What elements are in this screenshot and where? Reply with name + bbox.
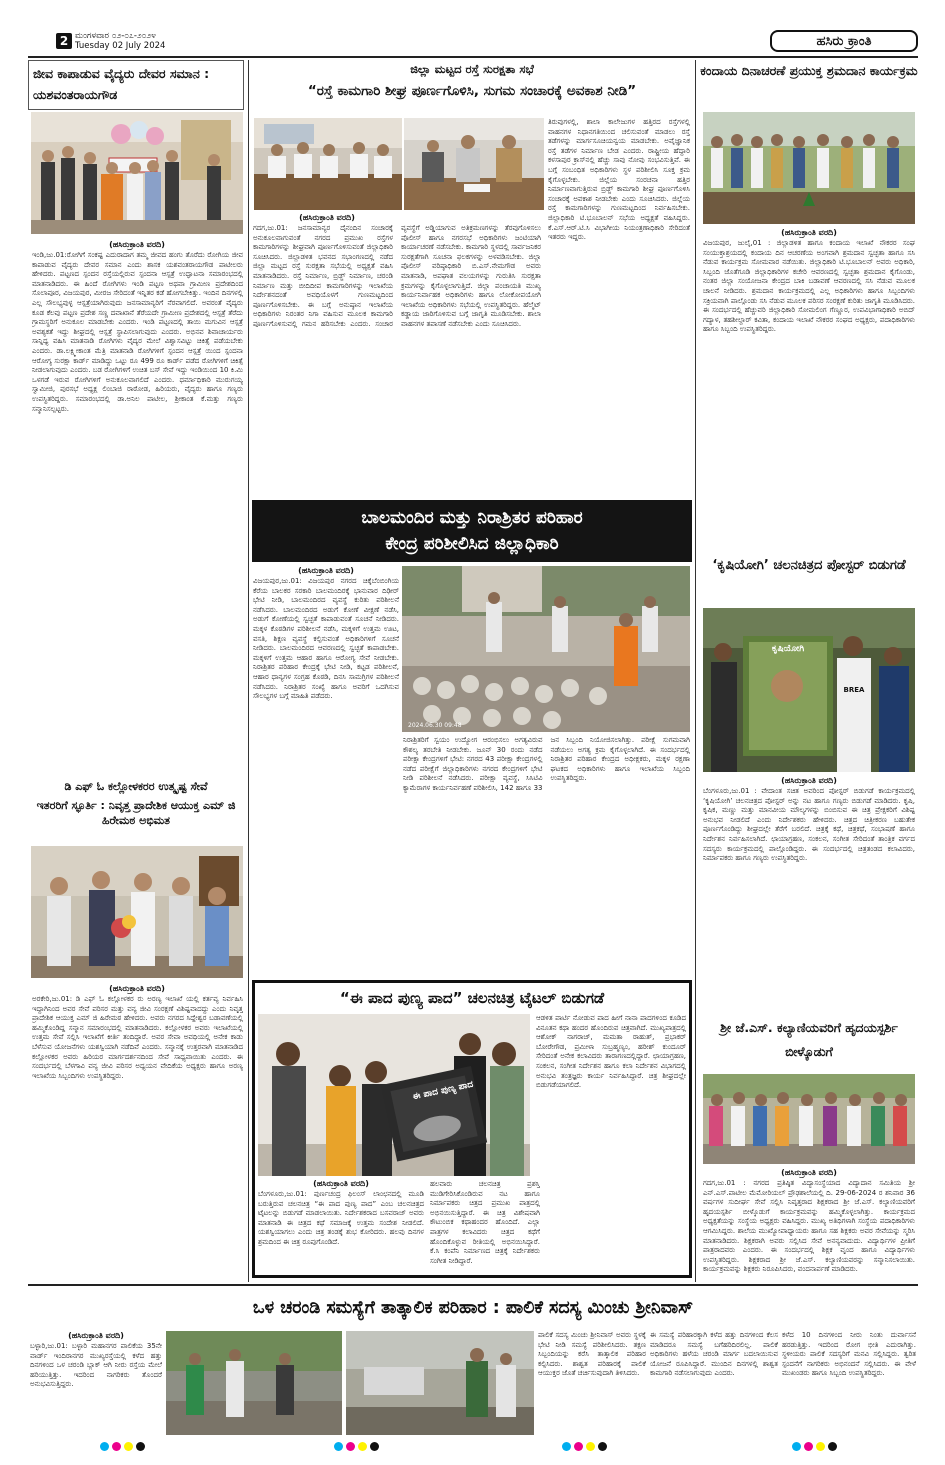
article-doctor-headline-box (28, 60, 244, 110)
photo-road-meeting-2 (404, 118, 544, 210)
article-eepaada-body-c: ಆಡಳಿತ ಪಾರ್ಟಿ ನೋಡುವ ಪಾದ ಹೀಗೆ ನಾನಾ ಪಾದಗಳಿಂದ ಕೂಡಿದ ವಿನೂತನ ಕಥಾ ಹಂದರ ಹೊಂದಿರುವ ಚಿತ್ರವಾಗಿದೆ. ಮುಖ್ಯಪಾತ್ರದಲ್ಲಿ ಆಶೋಕ್ ನಾಗರಾಜ್, ಮಮತಾ ರಾಹುತ್, ಪ್ರಭಾಕರ್ ಬೋರೇಗೌಡ, ಪ್ರಮೀಳಾ ಸುಬ್ರಹ್ಮಣ್ಯಂ, ಹರೀಶ್ ಕುಂದೂರ್ ಸೇರಿದಂತೆ ಅನೇಕ ಕಲಾವಿದರು ತಾರಾಗಣದಲ್ಲಿದ್ದಾರೆ. ಛಾಯಾಗ್ರಹಣ, ಸಂಕಲನ, ಸಂಗೀತ ನಿರ್ದೇಶನ ಹಾಗೂ ಕಲಾ ನಿರ್ದೇಶನ ವಿಭಾಗದಲ್ಲಿ ಅನುಭವಿ ತಂತ್ರಜ್ಞರು ಕಾರ್ಯ ನಿರ್ವಹಿಸಿದ್ದಾರೆ. ಚಿತ್ರ ಶೀಘ್ರದಲ್ಲೇ ಬಿಡುಗಡೆಯಾಗಲಿದೆ. (536, 1014, 686, 1090)
bottom-rule (28, 1284, 918, 1286)
article-eepaada-dateline: (ಹಸಿರುಕ್ರಾಂತಿ ವರದಿ) (313, 1179, 369, 1188)
article-kalyani-dateline: (ಹಸಿರುಕ್ರಾಂತಿ ವರದಿ) (781, 1168, 837, 1177)
date-kannada: ಮಂಗಳವಾರ ೦೨-೦೭-೨೦೨೪ (75, 31, 156, 41)
article-kalyani-headline: ಶ್ರೀ ಜೆ.ಎಸ್. ಕಲ್ಯಾಣಿಯವರಿಗೆ ಹೃದಯಸ್ಪರ್ಶಿ ಬೀಳ್ಕೊಡುಗೆ (720, 1020, 898, 1059)
article-krishiyogi-headline: ‘ಕೃಷಿಯೋಗಿ’ ಚಲನಚಿತ್ರದ ಪೋಸ್ಟರ್ ಬಿಡುಗಡೆ (712, 558, 906, 573)
registration-dot (100, 1442, 109, 1451)
registration-dot (792, 1442, 801, 1451)
registration-dot (112, 1442, 121, 1451)
photo-timestamp: 2024.06.30 09:48 (408, 722, 462, 729)
registration-dot (574, 1442, 583, 1451)
registration-dot (370, 1442, 379, 1451)
article-balamandira-headline-2: ಕೇಂದ್ರ ಪರಿಶೀಲಿಸಿದ ಜಿಲ್ಲಾಧಿಕಾರಿ (385, 534, 559, 554)
article-road-kicker: ಜಿಲ್ಲಾ ಮಟ್ಟದ ರಸ್ತೆ ಸುರಕ್ಷತಾ ಸಭೆ (410, 62, 534, 76)
article-shramadana-headline: ಕಂದಾಯ ದಿನಾಚರಣೆ ಪ್ರಯುಕ್ತ ಶ್ರಮದಾನ ಕಾರ್ಯಕ್ರಮ (700, 63, 918, 78)
article-kalyani-body: ಗದಗ,ಜು.01 : ನಗರದ ಪ್ರತಿಷ್ಠಿತ ವಿದ್ಯಾಸಂಸ್ಥೆಯಾದ ವಿದ್ಯಾದಾನ ಸಮಿತಿಯ ಶ್ರೀ ಎನ್.ಎಸ್.ಪಾಟೀಲ ಮೆಮೋರಿಯಲ್ ಪ್ರೌಢಶಾಲೆಯಲ್ಲಿ ದಿ. 29-06-2024 ರ ಶನಿವಾರ 36 ವರ್ಷಗಳ ಸುದೀರ್ಘ ಸೇವೆ ಸಲ್ಲಿಸಿ ನಿವೃತ್ತರಾದ ಶಿಕ್ಷಕರಾದ ಶ್ರೀ ಜೆ.ಎಸ್. ಕಲ್ಯಾಣಿಯವರಿಗೆ ಹೃದಯಸ್ಪರ್ಶಿ ಬೀಳ್ಕೊಡುಗೆ ಕಾರ್ಯಕ್ರಮವನ್ನು ಹಮ್ಮಿಕೊಳ್ಳಲಾಗಿತ್ತು. ಕಾರ್ಯಕ್ರಮದ ಅಧ್ಯಕ್ಷತೆಯನ್ನು ಸಂಸ್ಥೆಯ ಅಧ್ಯಕ್ಷರು ವಹಿಸಿದ್ದರು. ಮುಖ್ಯ ಅತಿಥಿಗಳಾಗಿ ಸಂಸ್ಥೆಯ ಪದಾಧಿಕಾರಿಗಳು ಆಗಮಿಸಿದ್ದರು. ಶಾಲೆಯ ಮುಖ್ಯೋಪಾಧ್ಯಾಯರು ಹಾಗೂ ಸಹ ಶಿಕ್ಷಕರು ಅವರ ಸೇವೆಯನ್ನು ಸ್ಮರಿಸಿ ಮಾತನಾಡಿದರು. ಶಿಕ್ಷಕರಾಗಿ ಅವರು ಸಲ್ಲಿಸಿದ ಸೇವೆ ಅನನ್ಯವಾದುದು. ವಿದ್ಯಾರ್ಥಿಗಳ ಪ್ರೀತಿಗೆ ಪಾತ್ರರಾದವರು ಎಂದರು. ಈ ಸಂದರ್ಭದಲ್ಲಿ ಶಿಕ್ಷಕ ವೃಂದ ಹಾಗೂ ವಿದ್ಯಾರ್ಥಿಗಳು ಉಪಸ್ಥಿತರಿದ್ದರು. ಶಿಕ್ಷಕರಾದ ಶ್ರೀ ಜೆ.ಎಸ್. ಕಲ್ಯಾಣಿಯವರನ್ನು ಸನ್ಮಾನಿಸಲಾಯಿತು. ಕಾರ್ಯಕ್ರಮವನ್ನು ಶಿಕ್ಷಕರು ನಿರೂಪಿಸಿದರು, ವಂದನಾರ್ಪಣೆ ಮಾಡಿದರು. (703, 1179, 915, 1274)
article-kalyani-headline-box (700, 1016, 918, 1070)
article-doctor-headline: ಜೀವ ಕಾಪಾಡುವ ವೈದ್ಯರು ದೇವರ ಸಮಾನ : ಯಶವಂತರಾಯಗೌಡ (33, 66, 210, 102)
date-english: Tuesday 02 July 2024 (75, 41, 166, 51)
article-road-headline: “ರಸ್ತೆ ಕಾಮಗಾರಿ ಶೀಘ್ರ ಪೂರ್ಣಗೊಳಿಸಿ, ಸುಗಮ ಸಂಚಾರಕ್ಕೆ ಅವಕಾಶ ನೀಡಿ” (307, 83, 637, 99)
article-balamandira-headline-bar (252, 500, 692, 562)
article-road-body-right: ತಿರುವುಗಳಲ್ಲಿ, ಶಾಲಾ ಕಾಲೇಜುಗಳ ಹತ್ತಿರದ ರಸ್ತೆಗಳಲ್ಲಿ ವಾಹನಗಳ ನಿಧಾನಗತಿಯಿಂದ ಚಲಿಸುವಂತೆ ಮಾಡಲು ರಸ್ತೆ ತಡೆಗಳನ್ನು ಮಾರ್ಗಸೂಚಿಯನ್ವಯ ಮಾಡಬೇಕು. ಅವೈಜ್ಞಾನಿಕ ರಸ್ತೆ ತಡೆಗಳ ನಿರ್ಮಾಣ ಬೇಡ ಎಂದರು. ರಾಷ್ಟ್ರೀಯ ಹೆದ್ದಾರಿ ಕಳಸಾಪುರ ಕ್ರಾಸ್‌ನಲ್ಲಿ ಹೆಚ್ಚು ಸಾವು ನೋವು ಸಂಭವಿಸುತ್ತಿವೆ. ಈ ಬಗ್ಗೆ ಸಂಬಂಧಿತ ಅಧಿಕಾರಿಗಳು ಸ್ಥಳ ಪರಿಶೀಲಿಸಿ ಸೂಕ್ತ ಕ್ರಮ ಕೈಗೊಳ್ಳಬೇಕು. ಜಿಲ್ಲೆಯ ಸಂರಚನಾ ಹತ್ತಿರ ನಿರ್ಮಾಣವಾಗುತ್ತಿರುವ ಬ್ರಿಡ್ಜ್ ಕಾಮಗಾರಿ ಶೀಘ್ರ ಪೂರ್ಣಗೊಳಿಸಿ ಸಂಚಾರಕ್ಕೆ ಅವಕಾಶ ನೀಡಬೇಕು ಎಂದು ಸೂಚಿಸಿದರು. ಜಿಲ್ಲೆಯ ರಸ್ತೆ ಕಾಮಗಾರಿಗಳನ್ನು ಗುಣಮಟ್ಟದಿಂದ ನಿರ್ವಹಿಸಬೇಕು. ಜಿಲ್ಲಾಧಿಕಾರಿ ಟಿ.ಭೂಬಾಲನ್ ಸಭೆಯ ಅಧ್ಯಕ್ಷತೆ ವಹಿಸಿದ್ದರು. ಕೆ.ಎಸ್.ಆರ್.ಟಿ.ಸಿ ವಿಭಾಗೀಯ ನಿಯಂತ್ರಣಾಧಿಕಾರಿ ಸೇರಿದಂತೆ ಇತರರು ಇದ್ದರು. (548, 118, 690, 242)
registration-dot (346, 1442, 355, 1451)
photo-hospital-inauguration (31, 112, 243, 234)
registration-dot (136, 1442, 145, 1451)
article-eepaada-body-a: ಬೆಂಗಳೂರು,ಜು.01: ಪುರ್ಣಚಂದ್ರ ಫಿಲಂಸ್ ಲಾಂಛನದಲ್ಲಿ ಮೂಡಿ ಬರುತ್ತಿರುವ ಚಲನಚಿತ್ರ “ಈ ಪಾದ ಪುಣ್ಯ ಪಾದ” ಎಂಬ ಚಲನಚಿತ್ರದ ಟೈಟಲನ್ನು ಬಿಡುಗಡೆ ಮಾಡಲಾಯಿತು. ನಿರ್ದೇಶಕರಾದ ಬಸವರಾಜ್ ಅವರು ಮಾತನಾಡಿ ಈ ಚಿತ್ರದ ಕಥೆ ಸಮಾಜಕ್ಕೆ ಉತ್ತಮ ಸಂದೇಶ ನೀಡಲಿದೆ. ಯಶಸ್ವಿಯಾಗಲು ಎಂದು ಚಿತ್ರ ತಂಡಕ್ಕೆ ಶುಭ ಕೋರಿದರು. ಹಲವು ದಿನಗಳ ಶ್ರಮದಿಂದ ಈ ಚಿತ್ರ ರೂಪುಗೊಂಡಿದೆ. (258, 1190, 424, 1246)
registration-dot (816, 1442, 825, 1451)
article-krishiyogi-dateline: (ಹಸಿರುಕ್ರಾಂತಿ ವರದಿ) (781, 776, 837, 785)
photo-drainage-1 (166, 1331, 342, 1435)
article-kolekar-dateline: (ಹಸಿರುಕ್ರಾಂತಿ ವರದಿ) (109, 984, 165, 993)
article-balamandira-body-b: ನಿರಾಶ್ರಿತರಿಗೆ ಸ್ವಯಂ ಉದ್ಯೋಗ ಆರಂಭಿಸಲು ಅಗತ್ಯವಿರುವ ಕೌಶಲ್ಯ ತರಬೇತಿ ನೀಡಬೇಕು. ಜೂನ್ 30 ರಂದು ನಡೆದ ಪರೀಕ್ಷಾ ಕೇಂದ್ರಗಳಿಗೆ ಭೇಟಿ: ನಗರದ 43 ಪರೀಕ್ಷಾ ಕೇಂದ್ರಗಳಲ್ಲಿ ನಡೆದ ಪರೀಕ್ಷೆಗೆ ಜಿಲ್ಲಾಧಿಕಾರಿಗಳು ನಗರದ ಕೇಂದ್ರಗಳಿಗೆ ಭೇಟಿ ನೀಡಿ ಪರಿಶೀಲನೆ ನಡೆಸಿದರು. ಪರೀಕ್ಷಾ ವ್ಯವಸ್ಥೆ, ಸಿಸಿಟಿವಿ ಕ್ಯಾಮೆರಾಗಳ ಕಾರ್ಯನಿರ್ವಹಣೆ ಪರಿಶೀಲಿಸಿ, 142 ಹಾಗೂ 33 ಜನ ಸಿಬ್ಬಂದಿ ನಿಯೋಜಿಸಲಾಗಿತ್ತು. ಪರೀಕ್ಷೆ ಸುಗಮವಾಗಿ ನಡೆಯಲು ಅಗತ್ಯ ಕ್ರಮ ಕೈಗೊಳ್ಳಲಾಗಿದೆ. ಈ ಸಂದರ್ಭದಲ್ಲಿ ನಿರಾಶ್ರಿತರ ಪರಿಹಾರ ಕೇಂದ್ರದ ಅಧೀಕ್ಷಕರು, ಮಕ್ಕಳ ರಕ್ಷಣಾ ಘಟಕದ ಅಧಿಕಾರಿಗಳು ಹಾಗೂ ಇಲಾಖೆಯ ಸಿಬ್ಬಂದಿ ಉಪಸ್ಥಿತರಿದ್ದರು. (403, 736, 690, 792)
article-shramadana-dateline: (ಹಸಿರುಕ್ರಾಂತಿ ವರದಿ) (781, 228, 837, 237)
article-balamandira-body-a: ವಿಜಯಪುರ,ಜು.01: ವಿಜಯಪುರ ನಗರದ ಚಿಕ್ಕೆಬೆಂಬಿಂಗಿಯ ಕೆರೆಯ ಬಾಲಕರ ಸರಕಾರಿ ಬಾಲಮಂದಿರಕ್ಕೆ ಭಾನುವಾರ ದಿಢೀರ್ ಭೇಟಿ ನೀಡಿ, ಬಾಲಮಂದಿರದ ವ್ಯವಸ್ಥೆ ಕುರಿತು ಪರಿಶೀಲನೆ ನಡೆಸಿದರು. ಬಾಲಮಂದಿರದ ಅಡುಗೆ ಕೋಣೆ ವೀಕ್ಷಣೆ ನಡೆಸಿ, ಅಡುಗೆ ಕೋಣೆಯಲ್ಲಿ ಸ್ವಚ್ಛತೆ ಕಾಪಾಡುವಂತೆ ಸೂಚನೆ ನೀಡಿದರು. ಮಕ್ಕಳ ಕೊಠಡಿಗಳ ಪರಿಶೀಲನೆ ನಡೆಸಿ, ಮಕ್ಕಳಿಗೆ ಉತ್ತಮ ಊಟ, ವಸತಿ, ಶಿಕ್ಷಣ ವ್ಯವಸ್ಥೆ ಕಲ್ಪಿಸುವಂತೆ ಅಧಿಕಾರಿಗಳಿಗೆ ಸೂಚನೆ ನೀಡಿದರು. ಬಾಲಮಂದಿರದ ಆವರಣದಲ್ಲಿ ಸ್ವಚ್ಛತೆ ಕಾಪಾಡಬೇಕು. ಮಕ್ಕಳಿಗೆ ಉತ್ತಮ ಆಹಾರ ಹಾಗೂ ಆರೋಗ್ಯ ಸೇವೆ ನೀಡಬೇಕು. ನಿರಾಶ್ರಿತರ ಪರಿಹಾರ ಕೇಂದ್ರಕ್ಕೆ ಭೇಟಿ ನೀಡಿ, ಕಟ್ಟಡ ಪರಿಶೀಲನೆ, ಆಹಾರ ಧಾನ್ಯಗಳ ಸಂಗ್ರಹ ಕೊಠಡಿ, ದಿನಸಿ ಸಾಮಗ್ರಿಗಳ ಪರಿಶೀಲನೆ ನಡೆಸಿದರು. ನಿರಾಶ್ರಿತರ ಸಂಖ್ಯೆ ಹಾಗೂ ಅವರಿಗೆ ಒದಗಿಸುವ ಸೌಲಭ್ಯಗಳ ಬಗ್ಗೆ ಮಾಹಿತಿ ಪಡೆದರು. (253, 577, 399, 701)
article-kolekar-headline-box (28, 780, 244, 844)
article-drainage-body-d: ಕಳೆದ 10 ದಿನಗಳಿಂದ ನೀರು ನಿಂತು ದುರ್ವಾಸನೆ ಹರಡುತ್ತಿತ್ತು. ಇದರಿಂದ ರೋಗ ಭೀತಿ ಎದುರಾಗಿತ್ತು. ಸ್ಥಳೀಯರು ಪಾಲಿಕೆ ಸದಸ್ಯರಿಗೆ ಮನವಿ ಸಲ್ಲಿಸಿದ್ದರು. ತ್ವರಿತ ಸ್ಪಂದನೆಗೆ ನಾಗರಿಕರು ಅಭಿನಂದನೆ ಸಲ್ಲಿಸಿದರು. ಈ ವೇಳೆ ಮುಖಂಡರು ಹಾಗೂ ಸಿಬ್ಬಂದಿ ಉಪಸ್ಥಿತರಿದ್ದರು. (782, 1331, 916, 1378)
header-date (75, 31, 215, 51)
article-drainage-body-c: ಈ ಸಮಸ್ಯೆ ಪರಿಹಾರಕ್ಕಾಗಿ ಕಳೆದ ಹತ್ತು ದಿನಗಳಿಂದ ಕೆಲಸ ಮಾಡಿದರೂ ಸಮಸ್ಯೆ ಬಗೆಹರಿದಿರಲಿಲ್ಲ. ಪಾಲಿಕೆ ಅಧಿಕಾರಿಗಳು ಹಳೆಯ ಚರಂಡಿ ಮಾರ್ಗ ಬದಲಾಯಿಸುವ ಯೋಜನೆ ರೂಪಿಸಿದ್ದಾರೆ. ಮುಂದಿನ ದಿನಗಳಲ್ಲಿ ಶಾಶ್ವತ ಕಾಮಗಾರಿ ನಡೆಸಲಾಗುವುದು ಎಂದರು. (650, 1331, 778, 1378)
poster-eepaada-title: ಈ ಪಾದ ಪುಣ್ಯ ಪಾದ (411, 1079, 475, 1103)
header-rule (28, 56, 918, 58)
registration-dot (124, 1442, 133, 1451)
article-kolekar-headline-2: ಇತರರಿಗೆ ಸ್ಫೂರ್ತಿ : ನಿವೃತ್ತ ಪ್ರಾದೇಶಿಕ ಆಯುಕ್ತ ಎಮ್ ಜಿ ಹಿರೇಮಠ ಅಭಿಮತ (36, 799, 236, 827)
article-krishiyogi-headline-box (700, 554, 918, 606)
article-eepaada-headline: “ಈ ಪಾದ ಪುಣ್ಯ ಪಾದ” ಚಲನಚಿತ್ರ ಟೈಟಲ್ ಬಿಡುಗಡೆ (339, 989, 605, 1007)
photo-road-meeting-1 (254, 118, 402, 210)
article-krishiyogi-body: ಬೆಂಗಳೂರು,ಜು.01 : ವೇದಾಂತ ಸಚಿತ ಅವರಿಂದ ಪೋಸ್ಟರ್ ಬಿಡುಗಡೆ ಕಾರ್ಯಕ್ರಮದಲ್ಲಿ ‘ಕೃಷಿಯೋಗಿ’ ಚಲನಚಿತ್ರದ ಪೋಸ್ಟರ್ ಅನ್ನು ನಟ ಹಾಗೂ ಗಣ್ಯರು ಬಿಡುಗಡೆ ಮಾಡಿದರು. ಕೃಷಿ, ಕೃಷಿಕ, ಮಣ್ಣು ಮತ್ತು ಮಾನವೀಯ ಮೌಲ್ಯಗಳನ್ನು ಬಿಂಬಿಸುವ ಈ ಚಿತ್ರ ಪ್ರೇಕ್ಷಕರಿಗೆ ವಿಶಿಷ್ಟ ಅನುಭವ ನೀಡಲಿದೆ ಎಂದು ನಿರ್ದೇಶಕರು ಹೇಳಿದರು. ಚಿತ್ರದ ಚಿತ್ರೀಕರಣ ಬಹುತೇಕ ಪೂರ್ಣಗೊಂಡಿದ್ದು ಶೀಘ್ರದಲ್ಲೇ ತೆರೆಗೆ ಬರಲಿದೆ. ಚಿತ್ರಕ್ಕೆ ಕಥೆ, ಚಿತ್ರಕಥೆ, ಸಂಭಾಷಣೆ ಹಾಗೂ ನಿರ್ದೇಶನ ನಿರ್ವಹಿಸಲಾಗಿದೆ. ಛಾಯಾಗ್ರಹಣ, ಸಂಕಲನ, ಸಂಗೀತ ಸೇರಿದಂತೆ ತಾಂತ್ರಿಕ ವರ್ಗದ ಸದಸ್ಯರು ಕಾರ್ಯಕ್ರಮದಲ್ಲಿ ಪಾಲ್ಗೊಂಡಿದ್ದರು. ಈ ಸಂದರ್ಭದಲ್ಲಿ ಚಿತ್ರತಂಡದ ಕಲಾವಿದರು, ನಿರ್ಮಾಪಕರು ಹಾಗೂ ಗಣ್ಯರು ಉಪಸ್ಥಿತರಿದ್ದರು. (703, 787, 915, 863)
page-number: 2 (56, 33, 72, 49)
registration-dot (598, 1442, 607, 1451)
article-balamandira-dateline: (ಹಸಿರುಕ್ರಾಂತಿ ವರದಿ) (298, 566, 354, 575)
registration-dot (828, 1442, 837, 1451)
article-drainage-headline: ಒಳ ಚರಂಡಿ ಸಮಸ್ಯೆಗೆ ತಾತ್ಕಾಲಿಕ ಪರಿಹಾರ : ಪಾಲಿಕೆ ಸದಸ್ಯ ಮಿಂಚು ಶ್ರೀನಿವಾಸ್ (252, 1298, 694, 1318)
article-eepaada-body-b: ಹಲವಾರು ಚಲನಚಿತ್ರ ಪ್ರಶಸ್ತಿ ಮುಡಿಗೇರಿಸಿಕೊಂಡಿರುವ ನಟ ಹಾಗೂ ನಿರ್ಮಾಪಕರು ಚಿತ್ರದ ಪ್ರಮುಖ ಪಾತ್ರದಲ್ಲಿ ಅಭಿನಯಿಸುತ್ತಿದ್ದಾರೆ. ಈ ಚಿತ್ರ ವಿಶೇಷವಾಗಿ ಕೌಟುಂಬಿಕ ಕಥಾಹಂದರ ಹೊಂದಿದೆ. ಎಲ್ಲಾ ಪಾತ್ರಗಳ ಕಲಾವಿದರು ಚಿತ್ರದ ಕಥೆಗೆ ಹೊಂದಿಕೊಳ್ಳುವ ರೀತಿಯಲ್ಲಿ ಅಭಿನಯಿಸಿದ್ದಾರೆ. ಕೆ.ಸಿ ಕಂಪೆನಿ ನಿರ್ಮಾಣದ ಚಿತ್ರಕ್ಕೆ ನಿರ್ದೇಶಕರು ಸಂಗೀತ ನೀಡಿದ್ದಾರೆ. (430, 1180, 540, 1265)
article-road-headline-box (252, 60, 692, 112)
registration-dot (334, 1442, 343, 1451)
photo-kalyani-farewell (703, 1074, 915, 1164)
poster-krishiyogi-title: ಕೃಷಿಯೋಗಿ (771, 644, 805, 654)
article-kolekar-headline-1: ಡಿ ಎಫ್ ಓ ಕಲ್ಲೋಳಕರರ ಉತ್ಕೃಷ್ಟ ಸೇವೆ (64, 780, 208, 793)
article-drainage-dateline: (ಹಸಿರುಕ್ರಾಂತಿ ವರದಿ) (68, 1331, 124, 1340)
masthead: ಹಸಿರು ಕ್ರಾಂತಿ (770, 30, 918, 52)
article-shramadana-headline-box (700, 60, 918, 110)
registration-dot (562, 1442, 571, 1451)
article-shramadana-body: ವಿಜಯಪುರ, ಜುಲೈ,01 : ಜಿಲ್ಲಾಡಳಿತ ಹಾಗೂ ಕಂದಾಯ ಇಲಾಖೆ ನೌಕರರ ಸಂಘ ಸಂಯುಕ್ತಾಶ್ರಯದಲ್ಲಿ ಕಂದಾಯ ದಿನ ಆಚರಣೆಯ ಅಂಗವಾಗಿ ಶ್ರಮದಾನ ಸ್ವಚ್ಛತಾ ಹಾಗೂ ಸಸಿ ನೆಡುವ ಕಾರ್ಯಕ್ರಮ ಸೋಮವಾರ ನಡೆಯಿತು. ಜಿಲ್ಲಾಧಿಕಾರಿ ಟಿ.ಭೂಬಾಲನ್ ಅವರು ಅಧಿಕಾರಿ, ಸಿಬ್ಬಂದಿ ಜೊತೆಗೂಡಿ ಜಿಲ್ಲಾಧಿಕಾರಿಗಳ ಕಚೇರಿ ಆವರಣದಲ್ಲಿ ಸ್ವಚ್ಛತಾ ಶ್ರಮದಾನ ಕೈಗೊಂಡು, ನಂತರ ಜಿಲ್ಲಾ ಸಂಯೋಜನಾ ಕೇಂದ್ರದ ಬಾಕಿ ಬಡಾವಣೆ ಆವರಣದಲ್ಲಿ ಸಸಿ ನೆಡುವ ಮೂಲಕ ಚಾಲನೆ ನೀಡಿದರು. ಶ್ರಮದಾನ ಕಾರ್ಯಕ್ರಮದಲ್ಲಿ ಎಲ್ಲ ಅಧಿಕಾರಿಗಳು ಹಾಗೂ ಸಿಬ್ಬಂದಿಗಳು ಸಕ್ರಿಯವಾಗಿ ಪಾಲ್ಗೊಂಡು ಸಸಿ ನೆಡುವ ಮೂಲಕ ಪರಿಸರ ಸಂರಕ್ಷಣೆ ಕುರಿತು ಜಾಗೃತಿ ಮೂಡಿಸಿದರು. ಈ ಸಂದರ್ಭದಲ್ಲಿ ಹೆಚ್ಚುವರಿ ಜಿಲ್ಲಾಧಿಕಾರಿ ಸೋಮಲಿಂಗ ಗೆಣ್ಣೂರ, ಉಪವಿಭಾಗಾಧಿಕಾರಿ ಅಬಿದ್ ಗದ್ಯಾಳ, ತಹಶೀಲ್ದಾರ್ ಕವಿತಾ, ಕಂದಾಯ ಇಲಾಖೆ ನೌಕರರ ಸಂಘದ ಅಧ್ಯಕ್ಷರು, ಪದಾಧಿಕಾರಿಗಳು ಹಾಗೂ ಸಿಬ್ಬಂದಿ ಉಪಸ್ಥಿತರಿದ್ದರು. (703, 239, 915, 334)
photo-eepaada-title-launch (258, 1014, 530, 1176)
article-kolekar-body: ಅರಕೇರಿ,ಜು.01: ಡಿ ಎಫ್ ಓ ಕಲ್ಲೋಳಕರ ರು ಅರಣ್ಯ ಇಲಾಖೆ ಯಲ್ಲಿ ಕರ್ತವ್ಯ ನಿರ್ವಹಿಸಿ ಇದ್ದಾಗಿನಿಂದ ಅವರ ಸೇವೆ ಪರಿಸರ ಮತ್ತು ವನ್ಯ ಜೀವಿ ಸಂರಕ್ಷಣೆ ವಿಶಿಷ್ಟವಾದದ್ದು ಎಂದು ನಿವೃತ್ತ ಪ್ರಾದೇಶಿಕ ಆಯುಕ್ತ ಎಮ್ ಜಿ ಹಿರೇಮಠ ಹೇಳಿದರು. ಅವರು ನಗರದ ಸಿದ್ದೇಶ್ವರ ಬಡಾವಣೆಯಲ್ಲಿ ಹಮ್ಮಿಕೊಂಡಿದ್ದ ಸನ್ಮಾನ ಸಮಾರಂಭದಲ್ಲಿ ಮಾತನಾಡಿದರು. ಕಲ್ಲೋಳಕರ ಅವರು ಇಲಾಖೆಯಲ್ಲಿ ಉತ್ತಮ ಸೇವೆ ಸಲ್ಲಿಸಿ ಇಲಾಖೆಗೆ ಕೀರ್ತಿ ತಂದಿದ್ದಾರೆ. ಅವರ ಸೇವಾ ಅವಧಿಯಲ್ಲಿ ಅನೇಕ ಕಾಡು ಬೆಳೆಸುವ ಯೋಜನೆಗಳು ಯಶಸ್ವಿಯಾಗಿ ನಡೆದಿವೆ ಎಂದರು. ಸನ್ಮಾನಕ್ಕೆ ಉತ್ತರವಾಗಿ ಮಾತನಾಡಿದ ಕಲ್ಲೋಳಕರ ಅವರು ಹಿರಿಯರ ಮಾರ್ಗದರ್ಶನದಿಂದ ಸೇವೆ ಸಾಧ್ಯವಾಯಿತು ಎಂದರು. ಈ ಸಂದರ್ಭದಲ್ಲಿ ಬೆಳಗಾವಿ ವನ್ಯ ಜೀವಿ ಪರಿಸರ ಅಧ್ಯಯನ ವೇದಿಕೆಯ ಅಧ್ಯಕ್ಷರು ಹಾಗೂ ಅರಣ್ಯ ಇಲಾಖೆಯ ಸಿಬ್ಬಂದಿಗಳು ಉಪಸ್ಥಿತರಿದ್ದರು. (32, 995, 243, 1080)
photo-shramadana-plantation (703, 112, 915, 224)
article-road-body-left: ಗದಗ,ಜು.01: ಜನಸಾಮಾನ್ಯರ ದೈನಂದಿನ ಸಂಚಾರಕ್ಕೆ ಅನುಕೂಲವಾಗುವಂತೆ ನಗರದ ಪ್ರಮುಖ ರಸ್ತೆಗಳ ಕಾಮಗಾರಿಗಳನ್ನು ಶೀಘ್ರವಾಗಿ ಪೂರ್ಣಗೊಳಿಸುವಂತೆ ಜಿಲ್ಲಾಧಿಕಾರಿ ಸೂಚಿಸಿದರು. ಜಿಲ್ಲಾಡಳಿತ ಭವನದ ಸಭಾಂಗಣದಲ್ಲಿ ನಡೆದ ಜಿಲ್ಲಾ ಮಟ್ಟದ ರಸ್ತೆ ಸುರಕ್ಷತಾ ಸಭೆಯಲ್ಲಿ ಅಧ್ಯಕ್ಷತೆ ವಹಿಸಿ ಮಾತನಾಡಿದರು. ರಸ್ತೆ ನಿರ್ಮಾಣ, ಬ್ರಿಡ್ಜ್ ನಿರ್ಮಾಣ, ಚರಂಡಿ ನಿರ್ಮಾಣ ಮತ್ತು ಬೀದಿದೀಪ ಕಾಮಗಾರಿಗಳನ್ನು ಇಲಾಖೆಯ ನಿರ್ದೇಶನದಂತೆ ಅವಧಿಯೊಳಗೆ ಗುಣಮಟ್ಟದಿಂದ ಪೂರ್ಣಗೊಳಿಸಬೇಕು. ಈ ಬಗ್ಗೆ ಅನುಷ್ಠಾನ ಇಲಾಖೆಯ ಅಧಿಕಾರಿಗಳು ನಿರಂತರ ನಿಗಾ ವಹಿಸುವ ಮೂಲಕ ಕಾಮಗಾರಿ ಪೂರ್ಣಗೊಳಿಸುವಲ್ಲಿ ಗಮನ ಹರಿಸಬೇಕು ಎಂದರು. ಸಂಚಾರ ವ್ಯವಸ್ಥೆಗೆ ಅಡ್ಡಿಯಾಗುವ ಅತಿಕ್ರಮಣಗಳನ್ನು ತೆರವುಗೊಳಿಸಲು ಪೊಲೀಸ್ ಹಾಗೂ ನಗರಸಭೆ ಅಧಿಕಾರಿಗಳು ಜಂಟಿಯಾಗಿ ಕಾರ್ಯಾಚರಣೆ ನಡೆಸಬೇಕು. ಕಾಮಗಾರಿ ಸ್ಥಳದಲ್ಲಿ ಸಾರ್ವಜನಿಕರ ಸುರಕ್ಷತೆಗಾಗಿ ಸೂಚನಾ ಫಲಕಗಳನ್ನು ಅಳವಡಿಸಬೇಕು. ಜಿಲ್ಲಾ ಪೊಲೀಸ್ ವರಿಷ್ಠಾಧಿಕಾರಿ ಬಿ.ಎಸ್.ನೇಮಗೌಡ ಅವರು ಮಾತನಾಡಿ, ಅಪಘಾತ ವಲಯಗಳನ್ನು ಗುರುತಿಸಿ ಸುರಕ್ಷತಾ ಕ್ರಮಗಳನ್ನು ಕೈಗೊಳ್ಳಲಾಗುತ್ತಿದೆ. ಜಿಲ್ಲಾ ಪಂಚಾಯತಿ ಮುಖ್ಯ ಕಾರ್ಯನಿರ್ವಾಹಕ ಅಧಿಕಾರಿಗಳು ಹಾಗೂ ಲೋಕೋಪಯೋಗಿ ಇಲಾಖೆಯ ಅಧಿಕಾರಿಗಳು ಸಭೆಯಲ್ಲಿ ಉಪಸ್ಥಿತರಿದ್ದರು. ಹೆಲ್ಮೆಟ್ ಕಡ್ಡಾಯ ಜಾರಿಗೊಳಿಸುವ ಬಗ್ಗೆ ಜಾಗೃತಿ ಮೂಡಿಸಬೇಕು. ಶಾಲಾ ವಾಹನಗಳ ತಪಾಸಣೆ ನಡೆಸಬೇಕು ಎಂದು ಸೂಚಿಸಿದರು. (253, 224, 541, 328)
article-balamandira-headline-1: ಬಾಲಮಂದಿರ ಮತ್ತು ನಿರಾಶ್ರಿತರ ಪರಿಹಾರ (361, 508, 583, 528)
photo-drainage-2 (346, 1331, 534, 1435)
article-road-dateline: (ಹಸಿರುಕ್ರಾಂತಿ ವರದಿ) (299, 213, 355, 222)
article-doctor-dateline: (ಹಸಿರುಕ್ರಾಂತಿ ವರದಿ) (109, 240, 165, 249)
registration-dot (804, 1442, 813, 1451)
photo-balamandira-visit (402, 566, 690, 732)
registration-dot (586, 1442, 595, 1451)
article-drainage-body-b: ಪಾಲಿಕೆ ಸದಸ್ಯ ಮಿಂಚು ಶ್ರೀನಿವಾಸ್ ಅವರು ಸ್ಥಳಕ್ಕೆ ಭೇಟಿ ನೀಡಿ ಸಮಸ್ಯೆ ಪರಿಶೀಲಿಸಿದರು. ತಕ್ಷಣ ಸಿಬ್ಬಂದಿಯನ್ನು ಕರೆಸಿ ತಾತ್ಕಾಲಿಕ ಪರಿಹಾರ ಕಲ್ಪಿಸಿದರು. ಶಾಶ್ವತ ಪರಿಹಾರಕ್ಕೆ ಪಾಲಿಕೆ ಆಯುಕ್ತರ ಜೊತೆ ಚರ್ಚಿಸುವುದಾಗಿ ತಿಳಿಸಿದರು. (538, 1331, 646, 1378)
article-doctor-body: ಇಂಡಿ,ಜು.01:ರೋಗಿಗೆ ಸಂಕಷ್ಟ ಎದುರಾದಾಗ ತಮ್ಮ ಜೀವದ ಹಂಗು ತೊರೆದು ರೋಗಿಯ ಜೀವ ಕಾಪಾಡುವ ವೈದ್ಯರು ದೇವರ ಸಮಾನ ಎಂದು ಶಾಸಕ ಯಶವಂತರಾಯಗೌಡ ಪಾಟೀಲರು ಹೇಳಿದರು. ಪಟ್ಟಣದ ಸ್ಪಂದನ ರಸ್ತೆಯಲ್ಲಿರುವ ಸ್ಪಂದನಾ ಆಸ್ಪತ್ರೆ ಉದ್ಘಾಟನಾ ಸಮಾರಂಭದಲ್ಲಿ ಮಾತನಾಡಿದರು. ಈ ಹಿಂದೆ ರೋಗಿಗಳು ಇಂಡಿ ಪಟ್ಟಣ ಅಥವಾ ಗ್ರಾಮೀಣ ಪ್ರದೇಶದಿಂದ ಸೊಲಾಪೂರ, ವಿಜಯಪುರ, ಮೀರಜ ಸೇರಿದಂತೆ ಇನ್ನಿತರ ಕಡೆ ಹೋಗಬೇಕಿತ್ತು. ಇಂದಿನ ದಿನಗಳಲ್ಲಿ ಎಲ್ಲ ಸೌಲಭ್ಯವುಳ್ಳ ಆಸ್ಪತ್ರೆಯಾಗಿರುವುದು ಜನಸಾಮಾನ್ಯರಿಗೆ ನೆರವಾಗಲಿದೆ. ಅವರಂತೆ ವೈದ್ಯರು ಕೂಡ ಕೆಲವು ಪಟ್ಟಣ ಪ್ರದೇಶ ಸಣ್ಣ ದವಾಖಾನೆ ತೆರೆಯದೇ ಗ್ರಾಮೀಣ ಪ್ರದೇಶದಲ್ಲಿ ಆಸ್ಪತ್ರೆ ತೆರೆದು ಗ್ರಾಮಸ್ಥರಿಗೆ ಅನುಕೂಲ ಮಾಡಬೇಕು ಎಂದರು. ಇಂಡಿ ಪಟ್ಟಣದಲ್ಲಿ ತಾಯಿ ಮಗುವಿನ ಆಸ್ಪತ್ರೆ ಅವಶ್ಯಕತೆ ಇದ್ದು ಶೀಘ್ರದಲ್ಲಿ ಆಸ್ಪತ್ರೆ ಸ್ಥಾಪಿಸಲಾಗುವುದು ಎಂದರು. ಅಭಿನವ ಶಿವಾಚಾರ್ಯರು ಸಾನ್ನಿಧ್ಯ ವಹಿಸಿ ಮಾತನಾಡಿ ರೋಗಿಗಳು ವೈದ್ಯರ ಮೇಲೆ ವಿಶ್ವಾಸವಿಟ್ಟು ಚಿಕಿತ್ಸೆ ಪಡೆಯಬೇಕು ಎಂದರು. ಡಾ.ಲಕ್ಷ್ಮೀಕಾಂತ ಮೆತ್ರಿ ಮಾತನಾಡಿ ರೋಗಿಗಳಿಗೆ ಸ್ಪಂದನ ಆಸ್ಪತ್ರೆ ಯಿಂದ ಸ್ಪಂದನಾ ಆರೋಗ್ಯ ಸುರಕ್ಷಾ ಕಾರ್ಡ್ ಮಾಡಿದ್ದು ಒಟ್ಟು ರೂ 499 ರೂ ಕಾರ್ಡ್ ಪಡೆದ ರೋಗಿಗಳಿಗೆ ಚಿಕಿತ್ಸೆ ನೀಡಲಾಗುವುದು ಎಂದರು. ಬಡ ರೋಗಿಗಳಿಗೆ ಉಚಿತ ಬಸ್ ಸೇವೆ ಇದ್ದು ಇಂಡಿಯಿಂದ 10 ಕಿ.ಮಿ ಒಳಗಡೆ ಇರುವ ರೋಗಿಗಳಿಗೆ ಅನುಕೂಲವಾಗಲಿದೆ ಎಂದರು. ಧರ್ಮಾಧಿಕಾರಿ ಮುರುಗಯ್ಯ ಸ್ವಾಮೀಜಿ, ಪುರಸಭೆ ಅಧ್ಯಕ್ಷ ಲಿಂಬಾಜಿ ರಾಠೋಡ, ಹಿರಿಯರು, ವೈದ್ಯರು ಹಾಗೂ ಗಣ್ಯರು ಉಪಸ್ಥಿತರಿದ್ದರು. ಸಮಾರಂಭದಲ್ಲಿ ಡಾ.ಅನಿಲ ಪಾಟೀಲ, ಶ್ರೀಕಾಂತ ಕೆ.ಮತ್ತು ಗಣ್ಯರು ಸನ್ಮಾನಿಸಲ್ಪಟ್ಟರು. (32, 251, 243, 413)
article-drainage-body-a: ಬಳ್ಳಾರಿ,ಜು.01: ಬಳ್ಳಾರಿ ಮಹಾನಗರ ಪಾಲಿಕೆಯ 35ನೇ ವಾರ್ಡ್ ಇಂದಿರಾನಗರ ಮುಖ್ಯರಸ್ತೆಯಲ್ಲಿ ಕಳೆದ ಹತ್ತು ದಿನಗಳಿಂದ ಒಳ ಚರಂಡಿ ಬ್ಲಾಕ್ ಆಗಿ ನೀರು ರಸ್ತೆಯ ಮೇಲೆ ಹರಿಯುತ್ತಿತ್ತು. ಇದರಿಂದ ನಾಗರಿಕರು ತೊಂದರೆ ಅನುಭವಿಸುತ್ತಿದ್ದರು. (30, 1342, 162, 1389)
photo-kolekar-felicitation (31, 846, 243, 978)
registration-dot (358, 1442, 367, 1451)
column-rule (248, 60, 249, 1282)
column-rule (695, 60, 696, 1282)
shirt-text: BREA (843, 686, 865, 694)
photo-krishiyogi-poster-release (703, 608, 915, 772)
